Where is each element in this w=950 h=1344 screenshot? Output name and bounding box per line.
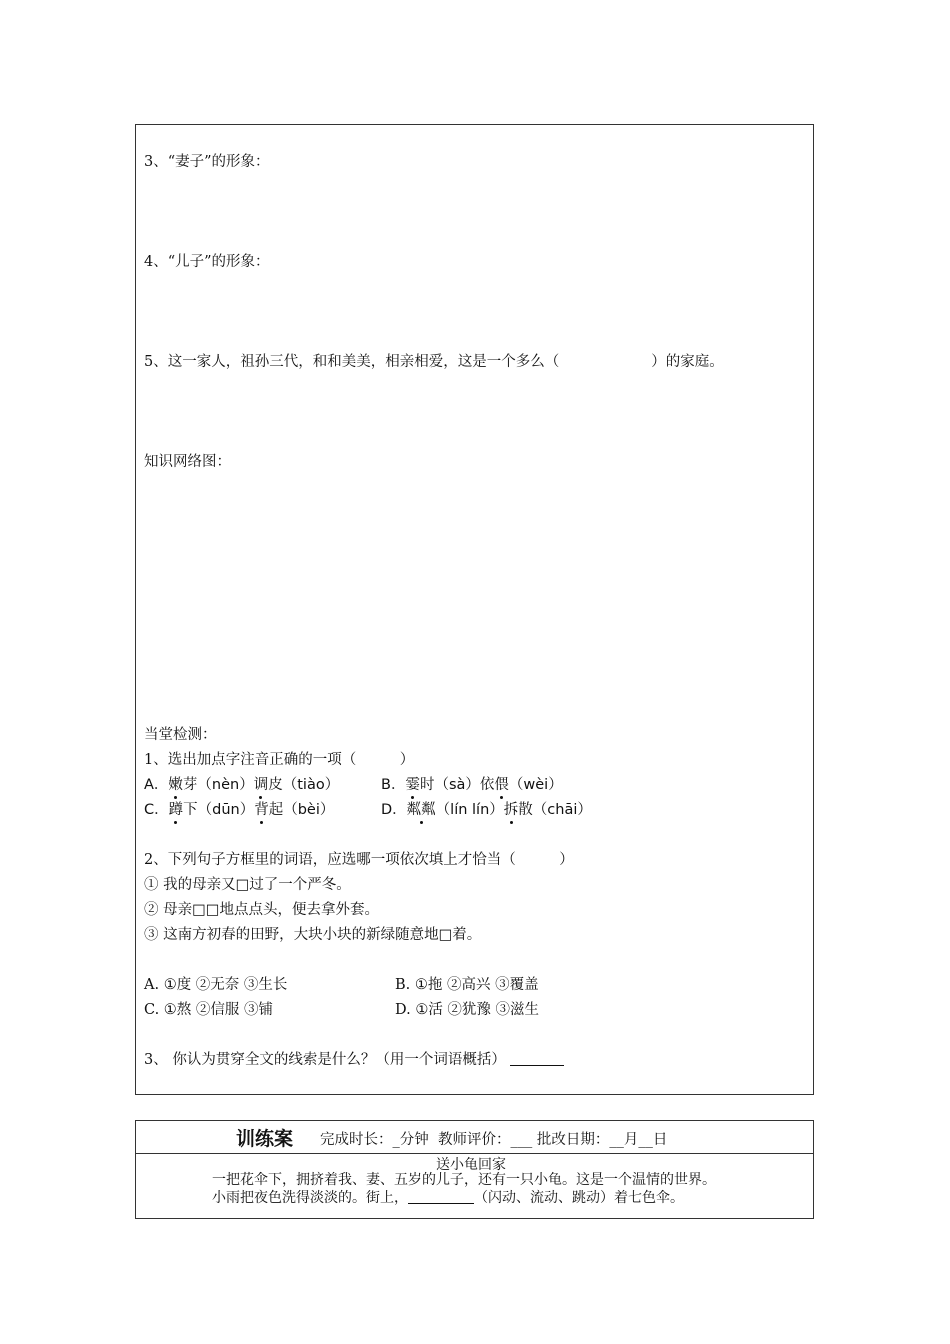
t3-answer-blank[interactable]: [510, 1051, 564, 1066]
t2-option-a: A. ①度 ②无奈 ③生长: [144, 977, 288, 993]
knowledge-network-label: 知识网络图：: [144, 454, 231, 470]
option-letter: D．: [381, 802, 407, 818]
t2-sentence-3: ③ 这南方初春的田野，大块小块的新绿随意地□着。: [144, 927, 482, 943]
training-title: 训练案: [236, 1128, 294, 1150]
story-title: 送小龟回家: [436, 1157, 506, 1173]
story-line-1: 一把花伞下，拥挤着我、妻、五岁的儿子，还有一只小龟。这是一个温情的世界。: [212, 1172, 716, 1188]
dotted-char: 嫩: [168, 777, 183, 793]
check-heading: 当堂检测：: [144, 727, 217, 743]
t2-stem: 2、下列句子方框里的词语，应选哪一项依次填上才恰当（ ）: [144, 852, 574, 868]
training-box: [135, 1120, 814, 1219]
dotted-char: 粼粼: [406, 802, 436, 818]
t2-option-c: C. ①熬 ②信服 ③铺: [144, 1002, 274, 1018]
t1-option-b: [381, 776, 563, 794]
option-text: （wèi）: [508, 777, 563, 793]
training-info: 完成时长：_分钟 教师评价：___ 批改日期：__月__日: [320, 1132, 668, 1148]
option-letter: C．: [144, 802, 169, 818]
story-answer-blank[interactable]: [408, 1189, 474, 1204]
t2-option-d: D. ①活 ②犹豫 ③滋生: [395, 1002, 540, 1018]
t3-text: 3、 你认为贯穿全文的线索是什么？（用一个词语概括）: [144, 1052, 506, 1068]
option-text: 起（bèi）: [268, 802, 335, 818]
t2-sentence-1: ① 我的母亲又□过了一个严冬。: [144, 877, 351, 893]
option-text: 芽（nèn）: [182, 777, 254, 793]
t2-option-b: B. ①拖 ②高兴 ③覆盖: [395, 977, 539, 993]
story-line-2-before: 小雨把夜色洗得淡淡的。街上，: [212, 1190, 408, 1206]
dotted-char: 拆: [503, 802, 519, 818]
option-text: 时（sà）依: [419, 777, 495, 793]
dotted-char: 霎: [405, 777, 420, 793]
t1-option-d: [381, 801, 592, 819]
question-4-son-image: 4、“儿子”的形象：: [144, 254, 270, 270]
question-5-family: [144, 353, 724, 371]
option-letter: A．: [144, 777, 169, 793]
dotted-char: 偎: [494, 777, 509, 793]
t2-sentence-2: ② 母亲□□地点点头，便去拿外套。: [144, 902, 380, 918]
story-line-2-after: （闪动、流动、跳动）着七色伞。: [474, 1190, 684, 1206]
t1-option-a: [144, 776, 339, 794]
option-text: 散（chāi）: [518, 802, 592, 818]
dotted-char: 背: [254, 802, 269, 818]
t1-stem: 1、选出加点字注音正确的一项（ ）: [144, 752, 415, 768]
story-line-2: [212, 1187, 684, 1207]
option-text: 下（dūn）: [183, 802, 255, 818]
option-text: （lín lín）: [435, 802, 504, 818]
question-3-wife-image: 3、“妻子”的形象：: [144, 154, 270, 170]
dotted-char: 调: [253, 777, 269, 793]
t1-option-c: [144, 801, 334, 819]
option-text: 皮（tiào）: [268, 777, 340, 793]
q5-text-before: 5、这一家人，祖孙三代，和和美美，相亲相爱，这是一个多么（: [144, 354, 560, 370]
dotted-char: 蹲: [168, 802, 184, 818]
option-letter: B．: [381, 777, 406, 793]
t3-question: [144, 1051, 564, 1069]
q5-text-after: ）的家庭。: [651, 354, 724, 370]
